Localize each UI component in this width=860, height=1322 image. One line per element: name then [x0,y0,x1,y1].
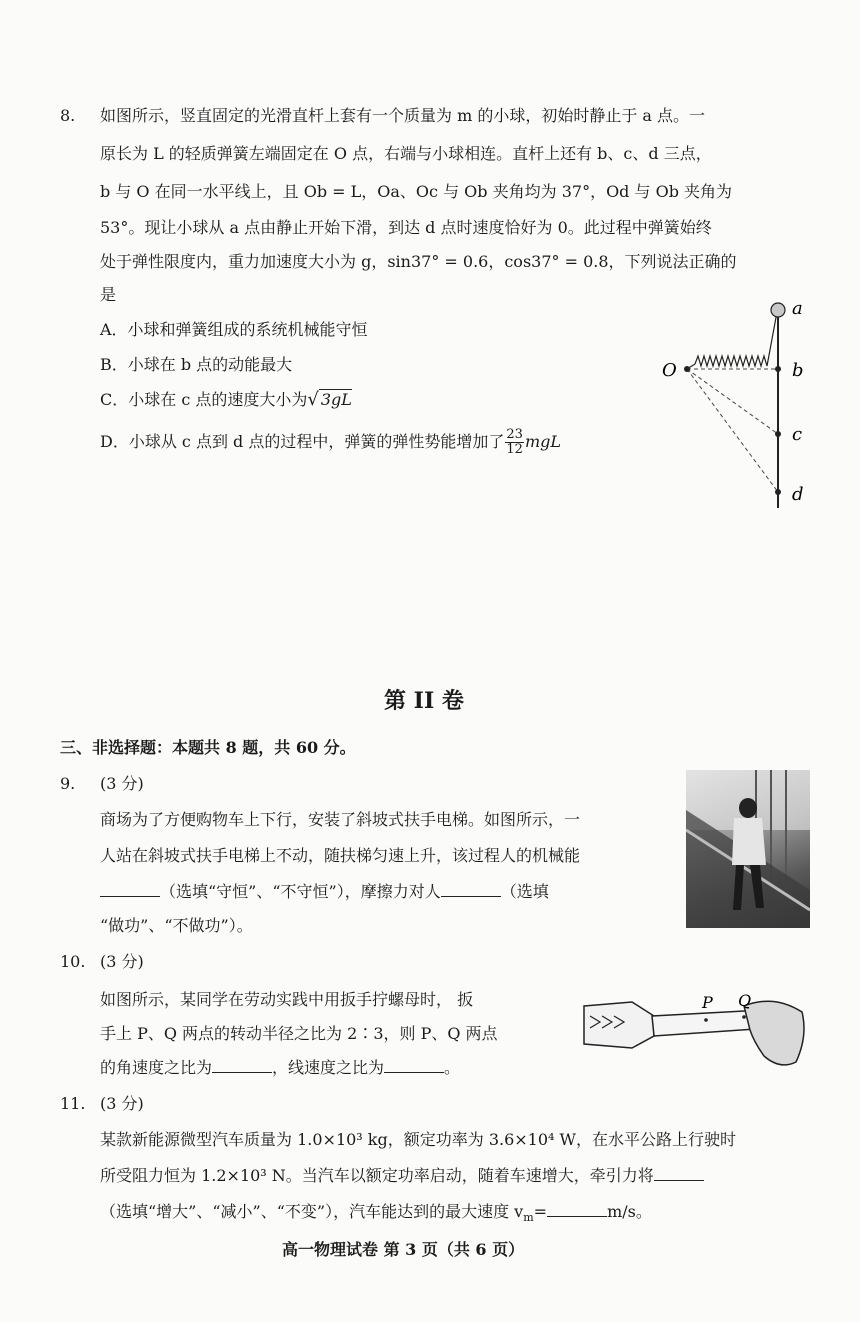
label-a: a [792,298,803,319]
q11-number: 11. [60,1094,86,1113]
label-p: P [702,993,713,1012]
q11-line2a: 所受阻力恒为 1.2×10³ N。当汽车以额定功率启动，随着车速增大，牵引力将 [100,1166,654,1185]
label-q: Q [738,991,752,1010]
q8-line3: b 与 O 在同一水平线上，且 Ob = L，Oa、Oc 与 Ob 夹角均为 37°，Od 与 Ob 夹角为 [100,182,733,201]
q10-line3a: 的角速度之比为 [100,1058,213,1077]
label-d: d [792,484,804,505]
q8-number: 8. [60,106,76,125]
page-footer: 高一物理试卷 第 3 页（共 6 页） [282,1240,525,1259]
q8-line4: 53°。现让小球从 a 点由静止开始下滑，到达 d 点时速度恰好为 0。此过程中弹簧始终 [100,218,712,237]
escalator-illustration [686,770,810,928]
point-b [775,366,781,372]
wrench-figure [574,986,810,1072]
q8-option-d [100,428,561,457]
q11-line3c: m/s。 [607,1202,652,1221]
q9-blank-1[interactable] [100,882,160,897]
q9-score: (3 分) [100,774,144,793]
q11-blank-1[interactable] [654,1166,704,1181]
q9-line3b: （选填 [500,882,549,901]
fraction-denominator: 12 [506,442,523,457]
q10-line3 [100,1058,460,1078]
point-q-dot [742,1015,746,1019]
q9-line2: 人站在斜坡式扶手电梯上不动，随扶梯匀速上升，该过程人的机械能 [100,846,581,865]
q9-line4: “做功”、“不做功”）。 [100,916,253,935]
q10-score: (3 分) [100,952,144,971]
q8-option-c [100,390,352,410]
q9-blank-2[interactable] [441,882,501,897]
q11-line1: 某款新能源微型汽车质量为 1.0×10³ kg，额定功率为 3.6×10⁴ W，在水平公路上行驶时 [100,1130,736,1149]
q8-option-c-text: C．小球在 c 点的速度大小为 [100,390,308,409]
point-d [775,489,781,495]
sqrt-sign: √ [307,389,319,410]
label-c: c [792,424,803,445]
escalator-photo [686,770,810,928]
q9-line3 [100,882,549,902]
q11-line3a: （选填“增大”、“减小”、“不变”），汽车能达到的最大速度 v [100,1202,524,1221]
label-b: b [792,360,804,381]
spring-coil [687,312,777,369]
q10-line1: 如图所示，某同学在劳动实践中用扳手拧螺母时， 扳 [100,990,474,1009]
q8-line2: 原长为 L 的轻质弹簧左端固定在 O 点，右端与小球相连。直杆上还有 b、c、d 三点， [100,144,712,163]
q10-blank-1[interactable] [212,1058,272,1073]
section-title: 第 II 卷 [384,688,464,714]
spring-rod-figure [660,290,820,520]
q11-line2 [100,1166,704,1186]
ball-at-a [771,303,785,317]
label-o: O [662,360,677,381]
q8-option-b: B．小球在 b 点的动能最大 [100,355,293,374]
q9-number: 9. [60,774,76,793]
pivot-o [684,366,690,372]
q8-line6: 是 [100,285,117,304]
q10-line3b: ，线速度之比为 [272,1058,385,1077]
q11-score: (3 分) [100,1094,144,1113]
fraction-numerator: 23 [506,427,523,442]
section-header: 三、非选择题：本题共 8 题，共 60 分。 [60,738,356,757]
q11-line3b: = [533,1202,548,1221]
q11-line3 [100,1202,652,1228]
line-oc [687,369,778,434]
point-c [775,431,781,437]
q9-line3a: （选填“守恒”、“不守恒”），摩擦力对人 [160,882,441,901]
q10-line2: 手上 P、Q 两点的转动半径之比为 2∶3，则 P、Q 两点 [100,1024,498,1043]
q9-line1: 商场为了方便购物车上下行，安装了斜坡式扶手电梯。如图所示，一 [100,810,581,829]
q8-option-a: A．小球和弹簧组成的系统机械能守恒 [100,320,368,339]
line-od [687,369,778,492]
q10-line3c: 。 [444,1058,461,1077]
q11-subscript: m [523,1211,534,1225]
q10-blank-2[interactable] [384,1058,444,1073]
point-p-dot [704,1018,708,1022]
q8-option-d-text: D．小球从 c 点到 d 点的过程中，弹簧的弹性势能增加了 [100,432,505,451]
q8-line5: 处于弹性限度内，重力加速度大小为 g，sin37° = 0.6，cos37° = 0.8，下列说法正确的 [100,252,737,271]
q8-option-c-math: 3gL [320,390,352,409]
hand [744,1001,804,1065]
q8-option-d-tail: mgL [524,432,561,451]
q8-option-d-fraction [505,428,524,457]
q8-line1: 如图所示，竖直固定的光滑直杆上套有一个质量为 m 的小球，初始时静止于 a 点。一 [100,106,706,125]
q11-blank-2[interactable] [547,1202,607,1217]
q10-number: 10. [60,952,86,971]
